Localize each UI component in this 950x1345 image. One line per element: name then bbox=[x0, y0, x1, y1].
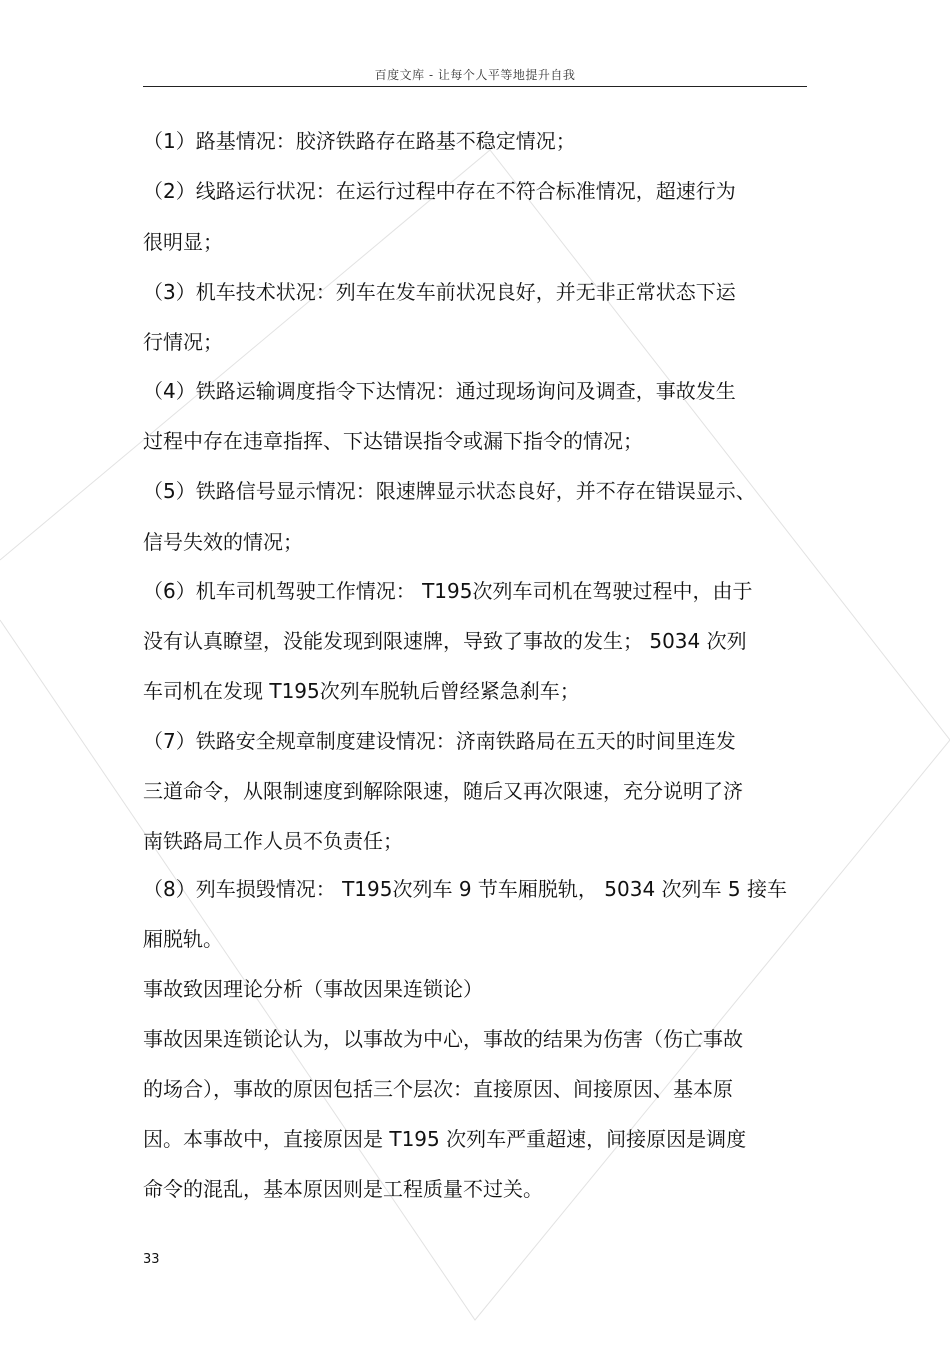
text-line: 过程中存在违章指挥、下达错误指令或漏下指令的情况； bbox=[143, 429, 643, 453]
text-line: 南铁路局工作人员不负责任； bbox=[143, 829, 403, 853]
text-line: （3）机车技术状况：列车在发车前状况良好，并无非正常状态下运 bbox=[143, 280, 736, 304]
text-line: 车司机在发现 T195次列车脱轨后曾经紧急刹车； bbox=[143, 679, 580, 703]
page-header: 百度文库 - 让每个人平等地提升自我 bbox=[374, 68, 576, 82]
page-number: 33 bbox=[143, 1252, 160, 1267]
text-line: （6）机车司机驾驶工作情况： T195次列车司机在驾驶过程中，由于 bbox=[143, 579, 753, 603]
text-line: 厢脱轨。 bbox=[143, 927, 223, 951]
text-line: 没有认真瞭望，没能发现到限速牌，导致了事故的发生； 5034 次列 bbox=[143, 629, 747, 653]
text-line: 行情况； bbox=[143, 330, 223, 354]
text-line: 信号失效的情况； bbox=[143, 530, 303, 554]
text-line: （8）列车损毁情况： T195次列车 9 节车厢脱轨， 5034 次列车 5 接车 bbox=[143, 877, 787, 901]
text-line: 很明显； bbox=[143, 230, 223, 254]
text-line: 因。本事故中，直接原因是 T195 次列车严重超速，间接原因是调度 bbox=[143, 1127, 747, 1151]
text-line: 命令的混乱，基本原因则是工程质量不过关。 bbox=[143, 1177, 543, 1201]
header-rule bbox=[143, 86, 807, 87]
text-line: （4）铁路运输调度指令下达情况：通过现场询问及调查，事故发生 bbox=[143, 379, 736, 403]
text-line: （5）铁路信号显示情况：限速牌显示状态良好，并不存在错误显示、 bbox=[143, 479, 756, 503]
text-line: 事故因果连锁论认为，以事故为中心，事故的结果为伤害（伤亡事故 bbox=[143, 1027, 743, 1051]
text-line: 的场合），事故的原因包括三个层次：直接原因、间接原因、基本原 bbox=[143, 1077, 733, 1101]
text-line: （1）路基情况：胶济铁路存在路基不稳定情况； bbox=[143, 129, 576, 153]
text-line: （2）线路运行状况：在运行过程中存在不符合标准情况，超速行为 bbox=[143, 179, 736, 203]
text-line: 事故致因理论分析（事故因果连锁论） bbox=[143, 977, 483, 1001]
text-line: （7）铁路安全规章制度建设情况：济南铁路局在五天的时间里连发 bbox=[143, 729, 736, 753]
text-line: 三道命令，从限制速度到解除限速，随后又再次限速，充分说明了济 bbox=[143, 779, 743, 803]
